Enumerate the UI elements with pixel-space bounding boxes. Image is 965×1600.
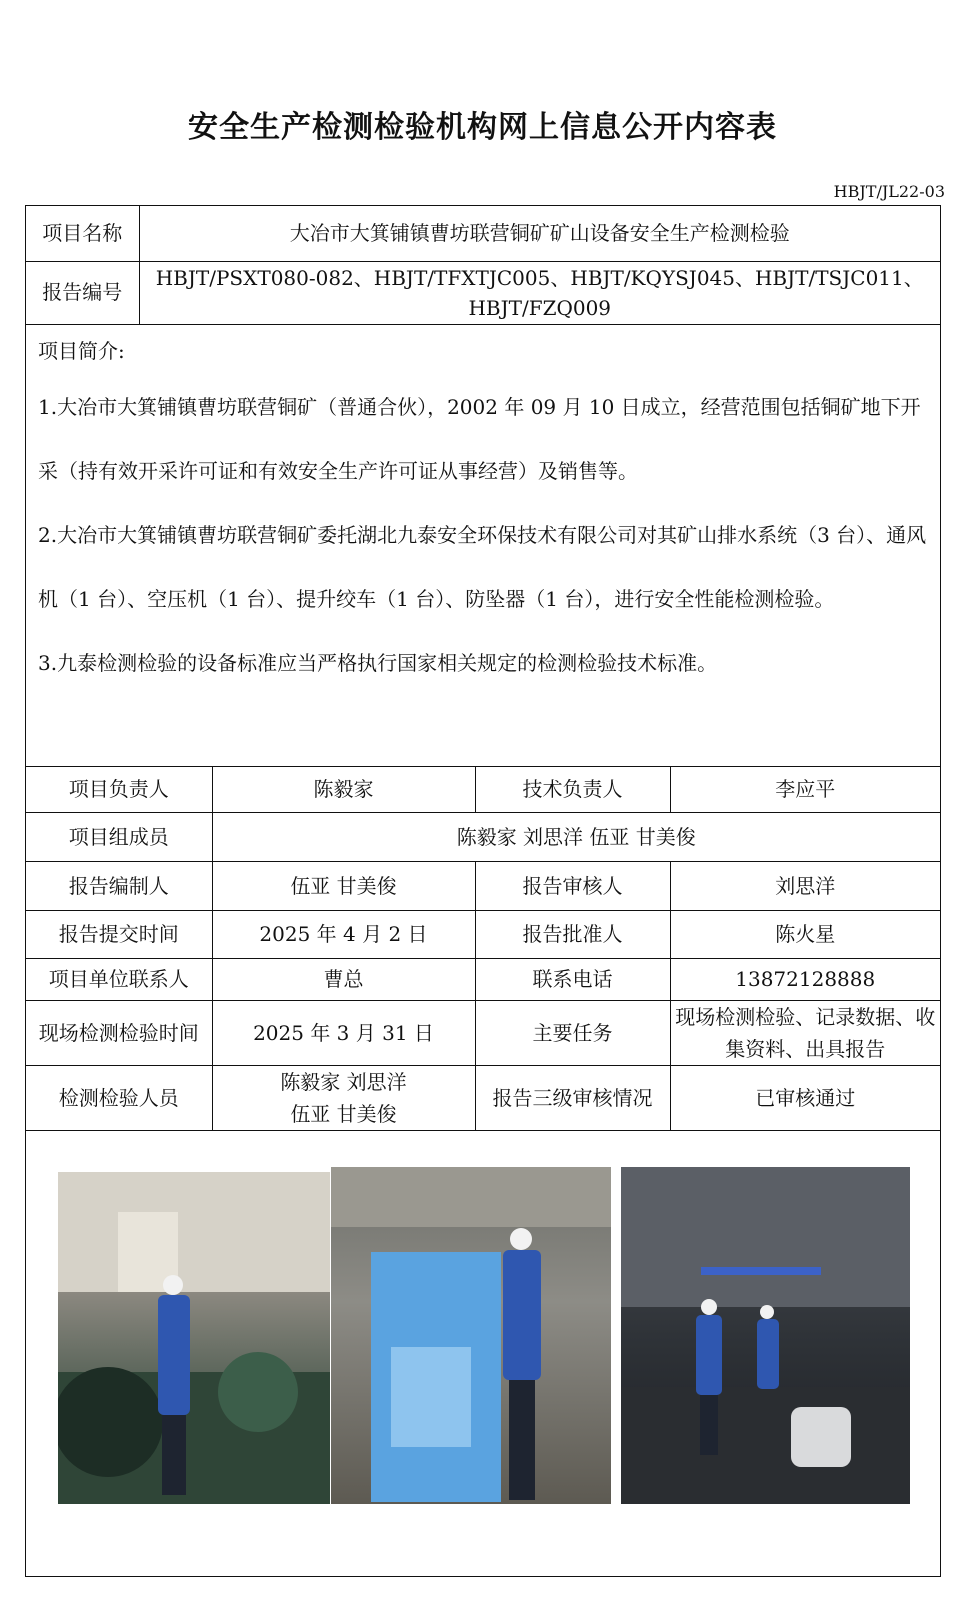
review-label: 报告三级审核情况 xyxy=(475,1066,670,1131)
intro-paragraph-2: 2.大冶市大箕铺镇曹坊联营铜矿委托湖北九泰安全环保技术有限公司对其矿山排水系统（3 台）、通风机（1 台）、空压机（1 台）、提升绞车（1 台）、防坠器（1 台），进行安全性能检测检验。 xyxy=(38,522,927,611)
ceiling-shape xyxy=(58,1172,330,1292)
reviewer-value: 刘思洋 xyxy=(670,862,940,911)
air-compressor-image xyxy=(331,1167,611,1504)
inspectors-value xyxy=(212,1066,475,1131)
approver-label: 报告批准人 xyxy=(475,911,670,959)
reviewer-label: 报告审核人 xyxy=(475,862,670,911)
project-intro xyxy=(26,325,940,767)
task-label: 主要任务 xyxy=(475,1001,670,1066)
project-name-row xyxy=(26,206,940,261)
underground-pump-image xyxy=(621,1167,910,1504)
worker-shape xyxy=(158,1295,190,1415)
helmet-shape-2 xyxy=(760,1305,774,1319)
motor-shape xyxy=(218,1352,298,1432)
helmet-shape xyxy=(510,1228,532,1250)
contact-row xyxy=(26,959,940,1001)
worker-shape-2 xyxy=(757,1319,779,1389)
worker-legs-shape xyxy=(509,1380,535,1500)
intro-label: 项目简介: xyxy=(38,338,125,363)
helmet-shape xyxy=(163,1275,183,1295)
compiler-label: 报告编制人 xyxy=(26,862,212,911)
hoist-winch-photo xyxy=(58,1172,330,1504)
hoist-winch-image xyxy=(58,1172,330,1504)
members-label: 项目组成员 xyxy=(26,813,212,862)
floor-shape xyxy=(621,1387,910,1504)
vent-grille-shape xyxy=(391,1347,471,1447)
document-number: HBJT/JL22-03 xyxy=(833,182,945,201)
site-time-row xyxy=(26,1001,940,1066)
info-table-frame xyxy=(25,205,941,1577)
inspectors-label: 检测检验人员 xyxy=(26,1066,212,1131)
compiler-value: 伍亚 甘美俊 xyxy=(212,862,475,911)
worker-legs-shape xyxy=(700,1395,718,1455)
report-number-label: 报告编号 xyxy=(26,261,139,324)
compiler-row xyxy=(26,862,940,911)
underground-pump-photo xyxy=(621,1167,910,1504)
contact-value: 曹总 xyxy=(212,959,475,1001)
inspectors-line-1: 陈毅家 刘思洋 xyxy=(280,1070,407,1094)
contact-label: 项目单位联系人 xyxy=(26,959,212,1001)
submit-row xyxy=(26,911,940,959)
tunnel-ceiling-shape xyxy=(621,1167,910,1307)
tech-label: 技术负责人 xyxy=(475,767,670,813)
worker-shape xyxy=(503,1250,541,1380)
pipe-shape xyxy=(701,1267,821,1275)
site-time-label: 现场检测检验时间 xyxy=(26,1001,212,1066)
phone-label: 联系电话 xyxy=(475,959,670,1001)
page-title: 安全生产检测检验机构网上信息公开内容表 xyxy=(188,110,777,145)
task-value: 现场检测检验、记录数据、收集资料、出具报告 xyxy=(670,1001,940,1066)
leader-label: 项目负责人 xyxy=(26,767,212,813)
report-number-value: HBJT/PSXT080-082、HBJT/TFXTJC005、HBJT/KQYSJ045、HBJT/TSJC011、HBJT/FZQ009 xyxy=(139,261,940,324)
leader-value: 陈毅家 xyxy=(212,767,475,813)
intro-paragraph-1: 1.大冶市大箕铺镇曹坊联营铜矿（普通合伙），2002 年 09 月 10 日成立，经营范围包括铜矿地下开采（持有效开采许可证和有效安全生产许可证从事经营）及销售等。 xyxy=(38,394,921,483)
photo-section xyxy=(26,1126,940,1578)
report-number-row xyxy=(26,261,940,324)
intro-paragraph-3: 3.九泰检测检验的设备标准应当严格执行国家相关规定的检测检验技术标准。 xyxy=(38,650,718,675)
phone-value: 13872128888 xyxy=(670,959,940,1001)
helmet-shape xyxy=(701,1299,717,1315)
members-value: 陈毅家 刘思洋 伍亚 甘美俊 xyxy=(212,813,940,862)
submit-value: 2025 年 4 月 2 日 xyxy=(212,911,475,959)
project-name-label: 项目名称 xyxy=(26,206,139,261)
tech-value: 李应平 xyxy=(670,767,940,813)
members-row xyxy=(26,813,940,862)
inspectors-row xyxy=(26,1066,940,1131)
roof-shape xyxy=(331,1167,611,1227)
inspectors-line-2: 伍亚 甘美俊 xyxy=(290,1102,397,1126)
pump-motor-shape xyxy=(791,1407,851,1467)
submit-label: 报告提交时间 xyxy=(26,911,212,959)
review-value: 已审核通过 xyxy=(670,1066,940,1131)
site-time-value: 2025 年 3 月 31 日 xyxy=(212,1001,475,1066)
approver-value: 陈火星 xyxy=(670,911,940,959)
project-name-value: 大冶市大箕铺镇曹坊联营铜矿矿山设备安全生产检测检验 xyxy=(139,206,940,261)
header-table xyxy=(26,206,940,325)
personnel-table xyxy=(26,767,940,1132)
winch-drum-shape xyxy=(58,1367,163,1477)
leader-row xyxy=(26,767,940,813)
worker-legs-shape xyxy=(162,1415,186,1495)
worker-shape xyxy=(696,1315,722,1395)
air-compressor-photo xyxy=(331,1167,611,1504)
